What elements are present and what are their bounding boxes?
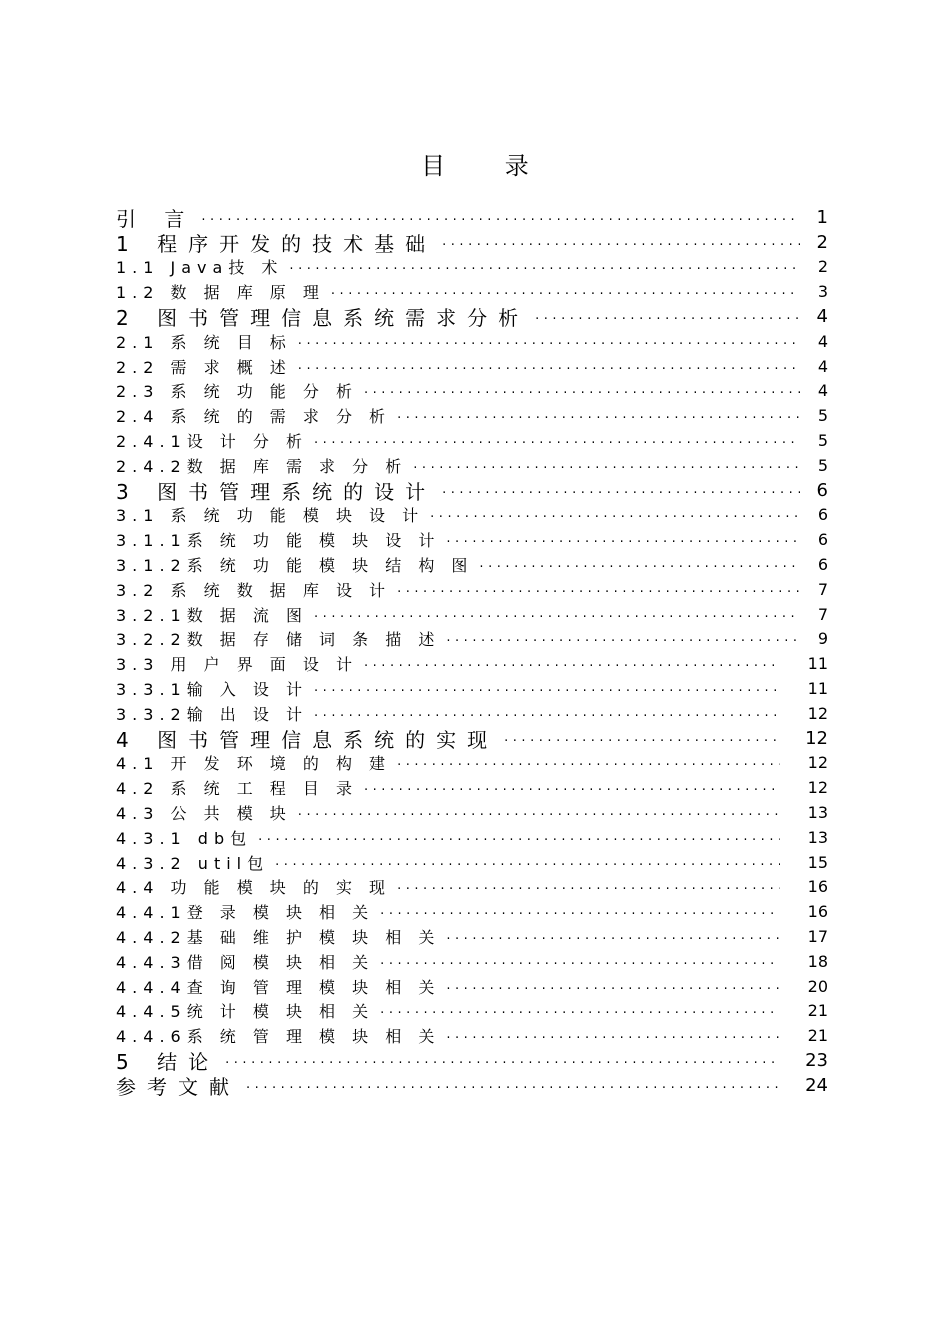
- toc-entry[interactable]: [116, 230, 828, 255]
- toc-entry-label: 3.1.1系 统 功 能 模 块 设 计: [116, 531, 441, 551]
- toc-entry-label: 4.4.3借 阅 模 块 相 关: [116, 952, 375, 972]
- toc-entry[interactable]: [116, 527, 828, 552]
- toc-entry-label: 2.1 系 统 目 标: [116, 332, 292, 352]
- toc-page-number: 20: [807, 976, 828, 996]
- toc-entry-label: 3.2 系 统 数 据 库 设 计: [116, 580, 392, 600]
- toc-dot-leader: [314, 428, 800, 453]
- toc-entry[interactable]: [116, 602, 828, 627]
- toc-page-number: 15: [807, 852, 828, 872]
- toc-entry[interactable]: [116, 279, 828, 304]
- toc-dot-leader: [364, 651, 780, 676]
- toc-page-number: 13: [807, 803, 828, 823]
- toc-entry[interactable]: [116, 1023, 828, 1048]
- toc-entry-label: 3.2.1数 据 流 图: [116, 605, 308, 625]
- toc-dot-leader: [298, 354, 800, 379]
- toc-dot-leader: [397, 751, 780, 776]
- toc-page-number: 21: [807, 1026, 828, 1046]
- toc-page-number: 13: [807, 827, 828, 847]
- toc-entry[interactable]: [116, 329, 828, 354]
- toc-dot-leader: [446, 1023, 780, 1048]
- toc-entry[interactable]: [116, 552, 828, 577]
- toc-entry-label: 4.4.6系 统 管 理 模 块 相 关: [116, 1027, 441, 1047]
- toc-page-number: 18: [807, 951, 828, 971]
- toc-entry-label: 4 图书管理信息系统的实现: [116, 727, 499, 752]
- toc-page-number: 24: [805, 1074, 828, 1096]
- toc-page-number: 4: [817, 331, 828, 351]
- toc-dot-leader: [446, 627, 800, 652]
- toc-page-number: 9: [817, 629, 828, 649]
- toc-entry[interactable]: [116, 255, 828, 280]
- toc-entry[interactable]: [116, 1048, 828, 1073]
- toc-page-number: 17: [807, 927, 828, 946]
- toc-entry[interactable]: [116, 924, 828, 949]
- toc-page-number: 23: [805, 1049, 828, 1071]
- toc-entry-label: 5 结论: [116, 1050, 220, 1074]
- toc-entry-label: 1 程序开发的技术基础: [116, 231, 437, 256]
- toc-entry[interactable]: [116, 577, 828, 602]
- toc-entry-label: 2.4.1设 计 分 析: [116, 432, 308, 452]
- toc-page-number: 6: [817, 555, 828, 575]
- toc-entry-label: 3 图书管理系统的设计: [116, 479, 437, 504]
- toc-entry[interactable]: [116, 726, 828, 751]
- toc-dot-leader: [397, 577, 800, 602]
- toc-entry[interactable]: [116, 974, 828, 999]
- toc-page-number: 12: [807, 703, 828, 723]
- toc-dot-leader: [446, 924, 780, 949]
- table-of-contents: [116, 205, 828, 1098]
- toc-dot-leader: [397, 875, 780, 900]
- toc-dot-leader: [225, 1048, 780, 1073]
- toc-page-number: 2: [817, 257, 828, 277]
- toc-dot-leader: [397, 403, 800, 428]
- toc-dot-leader: [314, 676, 780, 701]
- toc-page-number: 6: [817, 505, 828, 525]
- toc-page-number: 11: [807, 679, 828, 699]
- toc-entry[interactable]: [116, 1073, 828, 1098]
- toc-entry-label: 4.4.4查 询 管 理 模 块 相 关: [116, 977, 441, 997]
- toc-entry[interactable]: [116, 875, 828, 900]
- toc-entry-label: 3.1 系 统 功 能 模 块 设 计: [116, 506, 425, 526]
- toc-entry-label: 4.3.1 db包: [116, 828, 253, 848]
- toc-entry-label: 4.4.5统 计 模 块 相 关: [116, 1002, 375, 1022]
- toc-entry[interactable]: [116, 751, 828, 776]
- toc-dot-leader: [246, 1073, 780, 1098]
- toc-entry-label: 1.1 Java技 术: [116, 258, 284, 278]
- toc-entry-label: 2.2 需 求 概 述: [116, 357, 292, 377]
- toc-entry-label: 4.1 开 发 环 境 的 构 建: [116, 754, 392, 774]
- toc-entry[interactable]: [116, 825, 828, 850]
- toc-entry[interactable]: [116, 999, 828, 1024]
- toc-dot-leader: [258, 825, 780, 850]
- toc-entry-label: 2 图书管理信息系统需求分析: [116, 306, 530, 331]
- toc-entry-label: 4.4 功 能 模 块 的 实 现: [116, 878, 392, 898]
- toc-title: 目 录: [421, 152, 555, 180]
- toc-page-number: 6: [816, 479, 828, 501]
- toc-dot-leader: [413, 453, 800, 478]
- toc-dot-leader: [314, 602, 800, 627]
- toc-entry[interactable]: [116, 651, 828, 676]
- toc-page-number: 11: [807, 654, 828, 674]
- toc-entry[interactable]: [116, 478, 828, 503]
- toc-dot-leader: [535, 304, 800, 329]
- toc-dot-leader: [380, 999, 780, 1024]
- toc-entry[interactable]: [116, 627, 828, 652]
- toc-dot-leader: [446, 527, 800, 552]
- toc-entry[interactable]: [116, 453, 828, 478]
- toc-page-number: 3: [817, 282, 828, 302]
- toc-page-number: 21: [807, 1001, 828, 1021]
- toc-dot-leader: [314, 701, 780, 726]
- toc-entry[interactable]: [116, 205, 828, 230]
- toc-entry-label: 4.2 系 统 工 程 目 录: [116, 779, 358, 799]
- toc-dot-leader: [446, 974, 780, 999]
- toc-page-number: 4: [817, 381, 828, 401]
- toc-dot-leader: [380, 899, 780, 924]
- toc-page-number: 7: [817, 579, 828, 599]
- toc-entry-label: 3.2.2数 据 存 储 词 条 描 述: [116, 630, 441, 650]
- toc-dot-leader: [430, 503, 800, 528]
- toc-dot-leader: [380, 949, 780, 974]
- toc-entry-label: 3.3.2输 出 设 计: [116, 704, 308, 724]
- toc-entry-label: 2.3 系 统 功 能 分 析: [116, 382, 358, 402]
- toc-entry-label: 4.4.2基 础 维 护 模 块 相 关: [116, 928, 441, 947]
- toc-page-number: 12: [805, 727, 828, 749]
- toc-dot-leader: [275, 850, 780, 875]
- toc-entry-label: 2.4.2数 据 库 需 求 分 析: [116, 456, 408, 476]
- toc-entry-label: 1.2 数 据 库 原 理: [116, 283, 325, 303]
- toc-dot-leader: [504, 726, 780, 751]
- toc-entry[interactable]: [116, 403, 828, 428]
- toc-dot-leader: [442, 230, 800, 255]
- toc-entry[interactable]: [116, 899, 828, 924]
- toc-entry-label: 4.3 公 共 模 块: [116, 804, 292, 824]
- toc-entry[interactable]: [116, 949, 828, 974]
- toc-page-number: 12: [807, 778, 828, 798]
- toc-entry[interactable]: [116, 850, 828, 875]
- toc-page-number: 5: [817, 431, 828, 451]
- toc-dot-leader: [201, 205, 800, 230]
- toc-entry[interactable]: [116, 379, 828, 404]
- toc-entry-label: 4.3.2 util包: [116, 853, 270, 873]
- toc-entry[interactable]: [116, 676, 828, 701]
- toc-page-number: 16: [807, 902, 828, 922]
- toc-entry-label: 参考文献: [116, 1074, 240, 1099]
- toc-page-number: 4: [816, 306, 828, 328]
- toc-entry[interactable]: [116, 428, 828, 453]
- toc-page-number: 5: [817, 455, 828, 475]
- toc-entry[interactable]: [116, 503, 828, 528]
- toc-page-number: 7: [817, 604, 828, 624]
- toc-dot-leader: [364, 775, 780, 800]
- toc-entry-label: 2.4 系 统 的 需 求 分 析: [116, 407, 392, 427]
- toc-page-number: 5: [817, 406, 828, 426]
- toc-dot-leader: [298, 800, 780, 825]
- toc-page-number: 16: [807, 877, 828, 897]
- toc-entry[interactable]: [116, 800, 828, 825]
- toc-dot-leader: [442, 478, 800, 503]
- toc-entry[interactable]: [116, 354, 828, 379]
- toc-entry[interactable]: [116, 304, 828, 329]
- toc-entry-label: 3.1.2系 统 功 能 模 块 结 构 图: [116, 556, 474, 576]
- toc-entry[interactable]: [116, 701, 828, 726]
- toc-entry-label: 3.3 用 户 界 面 设 计: [116, 655, 358, 675]
- toc-entry-label: 4.4.1登 录 模 块 相 关: [116, 903, 375, 923]
- toc-page-number: 12: [807, 753, 828, 773]
- toc-dot-leader: [364, 379, 800, 404]
- toc-dot-leader: [289, 255, 800, 280]
- toc-page-number: 1: [816, 206, 828, 228]
- toc-dot-leader: [479, 552, 800, 577]
- toc-dot-leader: [298, 329, 800, 354]
- toc-dot-leader: [331, 279, 800, 304]
- toc-page-number: 2: [816, 231, 828, 253]
- toc-page-number: 4: [817, 356, 828, 376]
- toc-page-number: 6: [817, 530, 828, 550]
- toc-entry-label: 引 言: [116, 206, 196, 231]
- toc-entry-label: 3.3.1输 入 设 计: [116, 680, 308, 700]
- toc-entry[interactable]: [116, 775, 828, 800]
